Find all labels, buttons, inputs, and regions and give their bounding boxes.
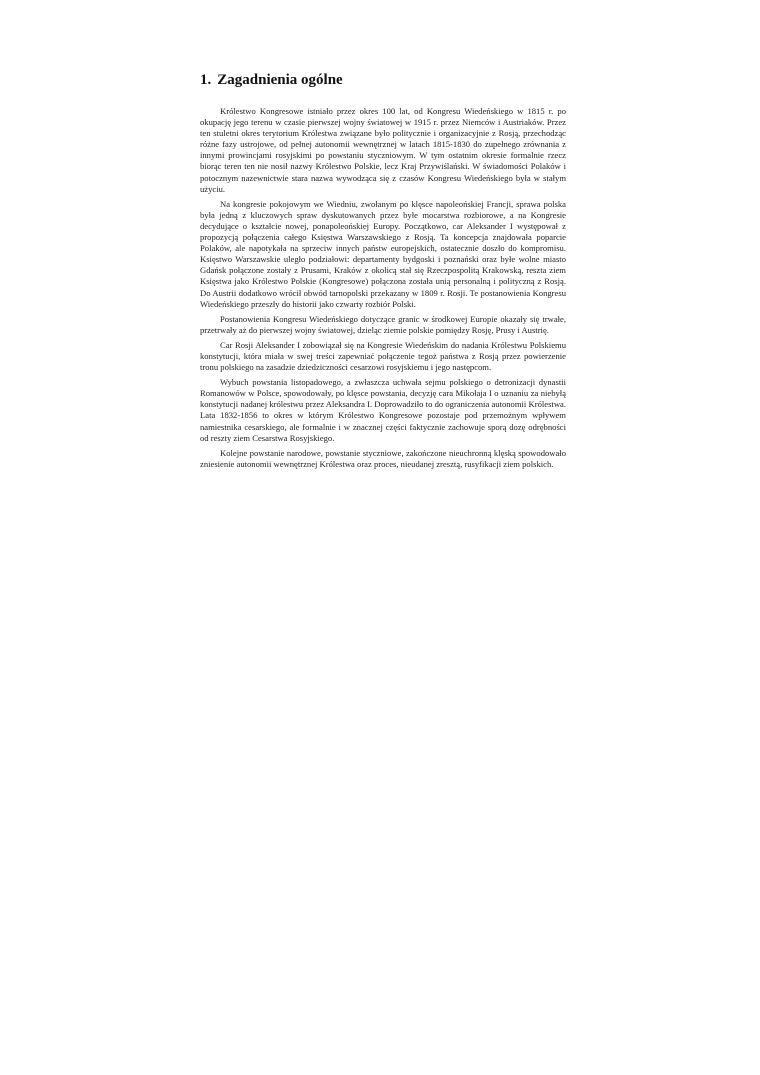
paragraph-2: Na kongresie pokojowym we Wiedniu, zwołanym po klęsce napoleońskiej Francji, sprawa polska była jedną z kluczowych spraw dyskutowanych przez byłe mocarstwa rozbiorowe, a na Kongresie decydujące o kształcie nowej, ponapoleońskiej Europy. Początkowo, car Aleksander I występował z propozycją połączenia całego Księstwa Warszawskiego z Rosją. Ta koncepcja znajdowała poparcie Polaków, ale napotykała na sprzeciw innych państw europejskich, ostatecznie doszło do kompromisu. Księstwo Warszawskie uległo podziałowi: departamenty bydgoski i poznański oraz byłe wolne miasto Gdańsk połączone zostały z Prusami, Kraków z okolicą stał się Rzeczpospolitą Krakowską, reszta ziem Księstwa jako Królestwo Polskie (Kongresowe) połączona została unią personalną i polityczną z Rosją. Do Austrii dodatkowo wrócił obwód tarnopolski przekazany w 1809 r. Rosji. Te postanowienia Kongresu Wiedeńskiego przeszły do historii jako czwarty rozbiór Polski.	[200, 198, 566, 309]
document-page	[200, 70, 566, 474]
paragraph-5: Wybuch powstania listopadowego, a zwłaszcza uchwała sejmu polskiego o detronizacji dynastii Romanowów w Polsce, spowodowały, po klęsce powstania, decyzję cara Mikołaja I o uznaniu za niebyłą konstytucji nadanej królestwu przez Aleksandra I. Doprowadziło to do ograniczenia autonomii Królestwa. Lata 1832-1856 to okres w którym Królestwo Kongresowe pozostaje pod przemożnym wpływem namiestnika cesarskiego, ale formalnie i w znacznej części faktycznie zachowuje sporą dozę odrębności od reszty ziem Cesarstwa Rosyjskiego.	[200, 377, 566, 443]
paragraph-1: Królestwo Kongresowe istniało przez okres 100 lat, od Kongresu Wiedeńskiego w 1815 r. po okupację jego terenu w czasie pierwszej wojny światowej w 1915 r. przez Niemców i Austriaków. Przez ten stuletni okres terytorium Królestwa związane było politycznie i organizacyjnie z Rosją, przechodząc różne fazy ustrojowe, od pełnej autonomii wewnętrznej w latach 1815-1830 do zupełnego zrównania z innymi prowincjami rosyjskimi po powstaniu styczniowym. W tym ostatnim okresie formalnie rzecz biorąc teren ten nie nosił nazwy Królestwo Polskie, lecz Kraj Przywiślański. W świadomości Polaków i potocznym nazewnictwie stara nazwa wywodząca się z czasów Kongresu Wiedeńskiego była w stałym użyciu.	[200, 106, 566, 194]
section-title: Zagadnienia ogólne	[217, 72, 343, 88]
paragraph-3: Postanowienia Kongresu Wiedeńskiego dotyczące granic w środkowej Europie okazały się trwałe, przetrwały aż do pierwszej wojny światowej, dzieląc ziemie polskie pomiędzy Rosję, Prusy i Austrię.	[200, 313, 566, 335]
paragraph-6: Kolejne powstanie narodowe, powstanie styczniowe, zakończone nieuchronną klęską spowodowało zniesienie autonomii wewnętrznej Królestwa oraz proces, nieudanej zresztą, rusyfikacji ziem polskich.	[200, 447, 566, 469]
section-heading	[200, 70, 566, 90]
section-number: 1.	[200, 72, 212, 88]
paragraph-4: Car Rosji Aleksander I zobowiązał się na Kongresie Wiedeńskim do nadania Królestwu Polskiemu konstytucji, która miała w swej treści zapewniać połączenie tegoż państwa z Rosją przez powierzenie tronu polskiego na zasadzie dziedziczności cesarzowi rosyjskiemu i jego następcom.	[200, 339, 566, 373]
